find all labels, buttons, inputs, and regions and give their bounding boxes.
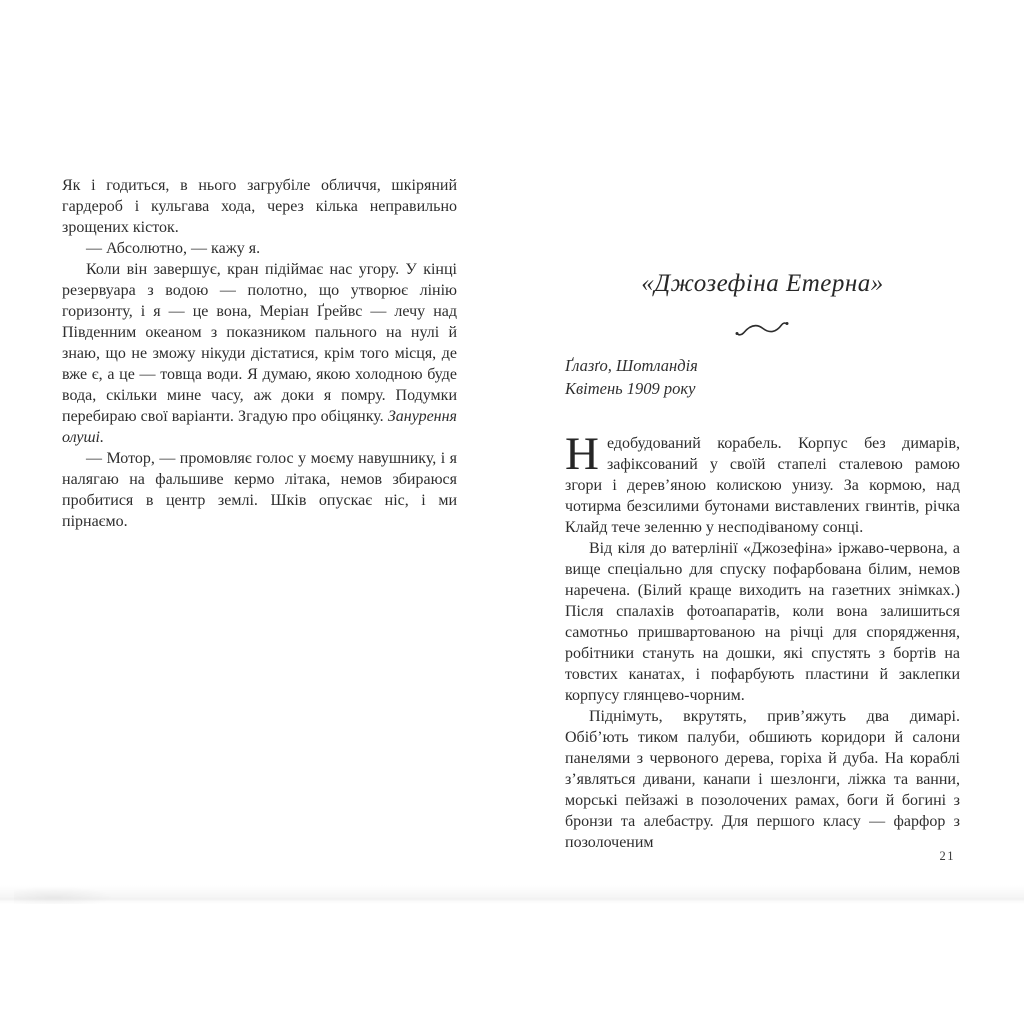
text-run: — Абсолютно, — кажу я. bbox=[86, 240, 261, 257]
paragraph bbox=[62, 175, 457, 238]
text-run: Піднімуть, вкрутять, прив’яжуть два димарі. Обіб’ють тиком палуби, обшиють коридори й салони панелями з червоного дерева, горіха й дуба. На кораблі з’являться дивани, канапи і шезлонги, ліжка та ванни, морські пейзажі в позолочених рамах, боги й богині з бронзи та алебастру. Для першого класу — фарфор з позолоченим bbox=[565, 708, 960, 851]
text-run: Коли він завершує, кран підіймає нас угору. У кінці резервуара з водою — полотно, що утворює лінію горизонту, і я — це вона, Меріан Ґрейвс — лечу над Південним океаном з показником пального на нулі й знаю, що не зможу нікуди дістатися, крім того місця, де вже є, а це — товща води. Я думаю, якою холодною буде вода, скільки мине часу, аж доки я помру. Подумки перебираю свої варіанти. Згадую про обіцянку. bbox=[62, 261, 457, 425]
paragraph bbox=[62, 259, 457, 448]
text-run: — Мотор, — промовляє голос у моєму навушнику, і я налягаю на фальшиве кермо літака, немов збираюся пробитися в центр землі. Шків опускає ніс, і ми пірнаємо. bbox=[62, 450, 457, 530]
page-number: 21 bbox=[939, 849, 955, 863]
right-page-text bbox=[565, 428, 960, 853]
paragraph bbox=[62, 238, 457, 259]
paragraph bbox=[565, 428, 960, 538]
italic-text-run: Занурення олуші. bbox=[62, 408, 457, 446]
left-page-text bbox=[62, 175, 457, 532]
dateline-location: Ґлазґо, Шотландія bbox=[565, 356, 698, 375]
drop-cap: Н bbox=[565, 428, 599, 480]
text-run: едобудований корабель. Корпус без димарів, зафіксований у своїй стапелі сталевою рамою згори і дерев’яною колискою унизу. За кормою, над чотирма безсилими бутонами виставлених гвинтів, річка Клайд тече зеленню у несподіваному сонці. bbox=[565, 435, 960, 536]
text-run: Від кіля до ватерлінії «Джозефіна» іржаво-червона, а вище спеціально для спуску пофарбована білим, немов наречена. (Білий краще виходить на газетних знімках.) Після спалахів фотоапаратів, коли вона залишиться самотньо пришвартованою на річці для спорядження, робітники стануть на дошки, які спустять з бортів на товстих канатах, і пофарбують пластини й заклепки корпусу глянцево-чорним. bbox=[565, 540, 960, 704]
paragraph bbox=[62, 448, 457, 532]
page-corner-shadow bbox=[14, 886, 114, 904]
tilde-flourish-icon bbox=[565, 314, 960, 345]
dateline bbox=[565, 354, 960, 400]
page-bottom-shadow bbox=[0, 885, 1024, 905]
text-run: Як і годиться, в нього загрубіле обличчя, шкіряний гардероб і кульгава хода, через кілька неправильно зрощених кісток. bbox=[62, 177, 457, 236]
paragraph bbox=[565, 706, 960, 853]
dateline-date: Квітень 1909 року bbox=[565, 379, 696, 398]
paragraph bbox=[565, 538, 960, 706]
chapter-title: «Джозефіна Етерна» bbox=[641, 270, 884, 297]
